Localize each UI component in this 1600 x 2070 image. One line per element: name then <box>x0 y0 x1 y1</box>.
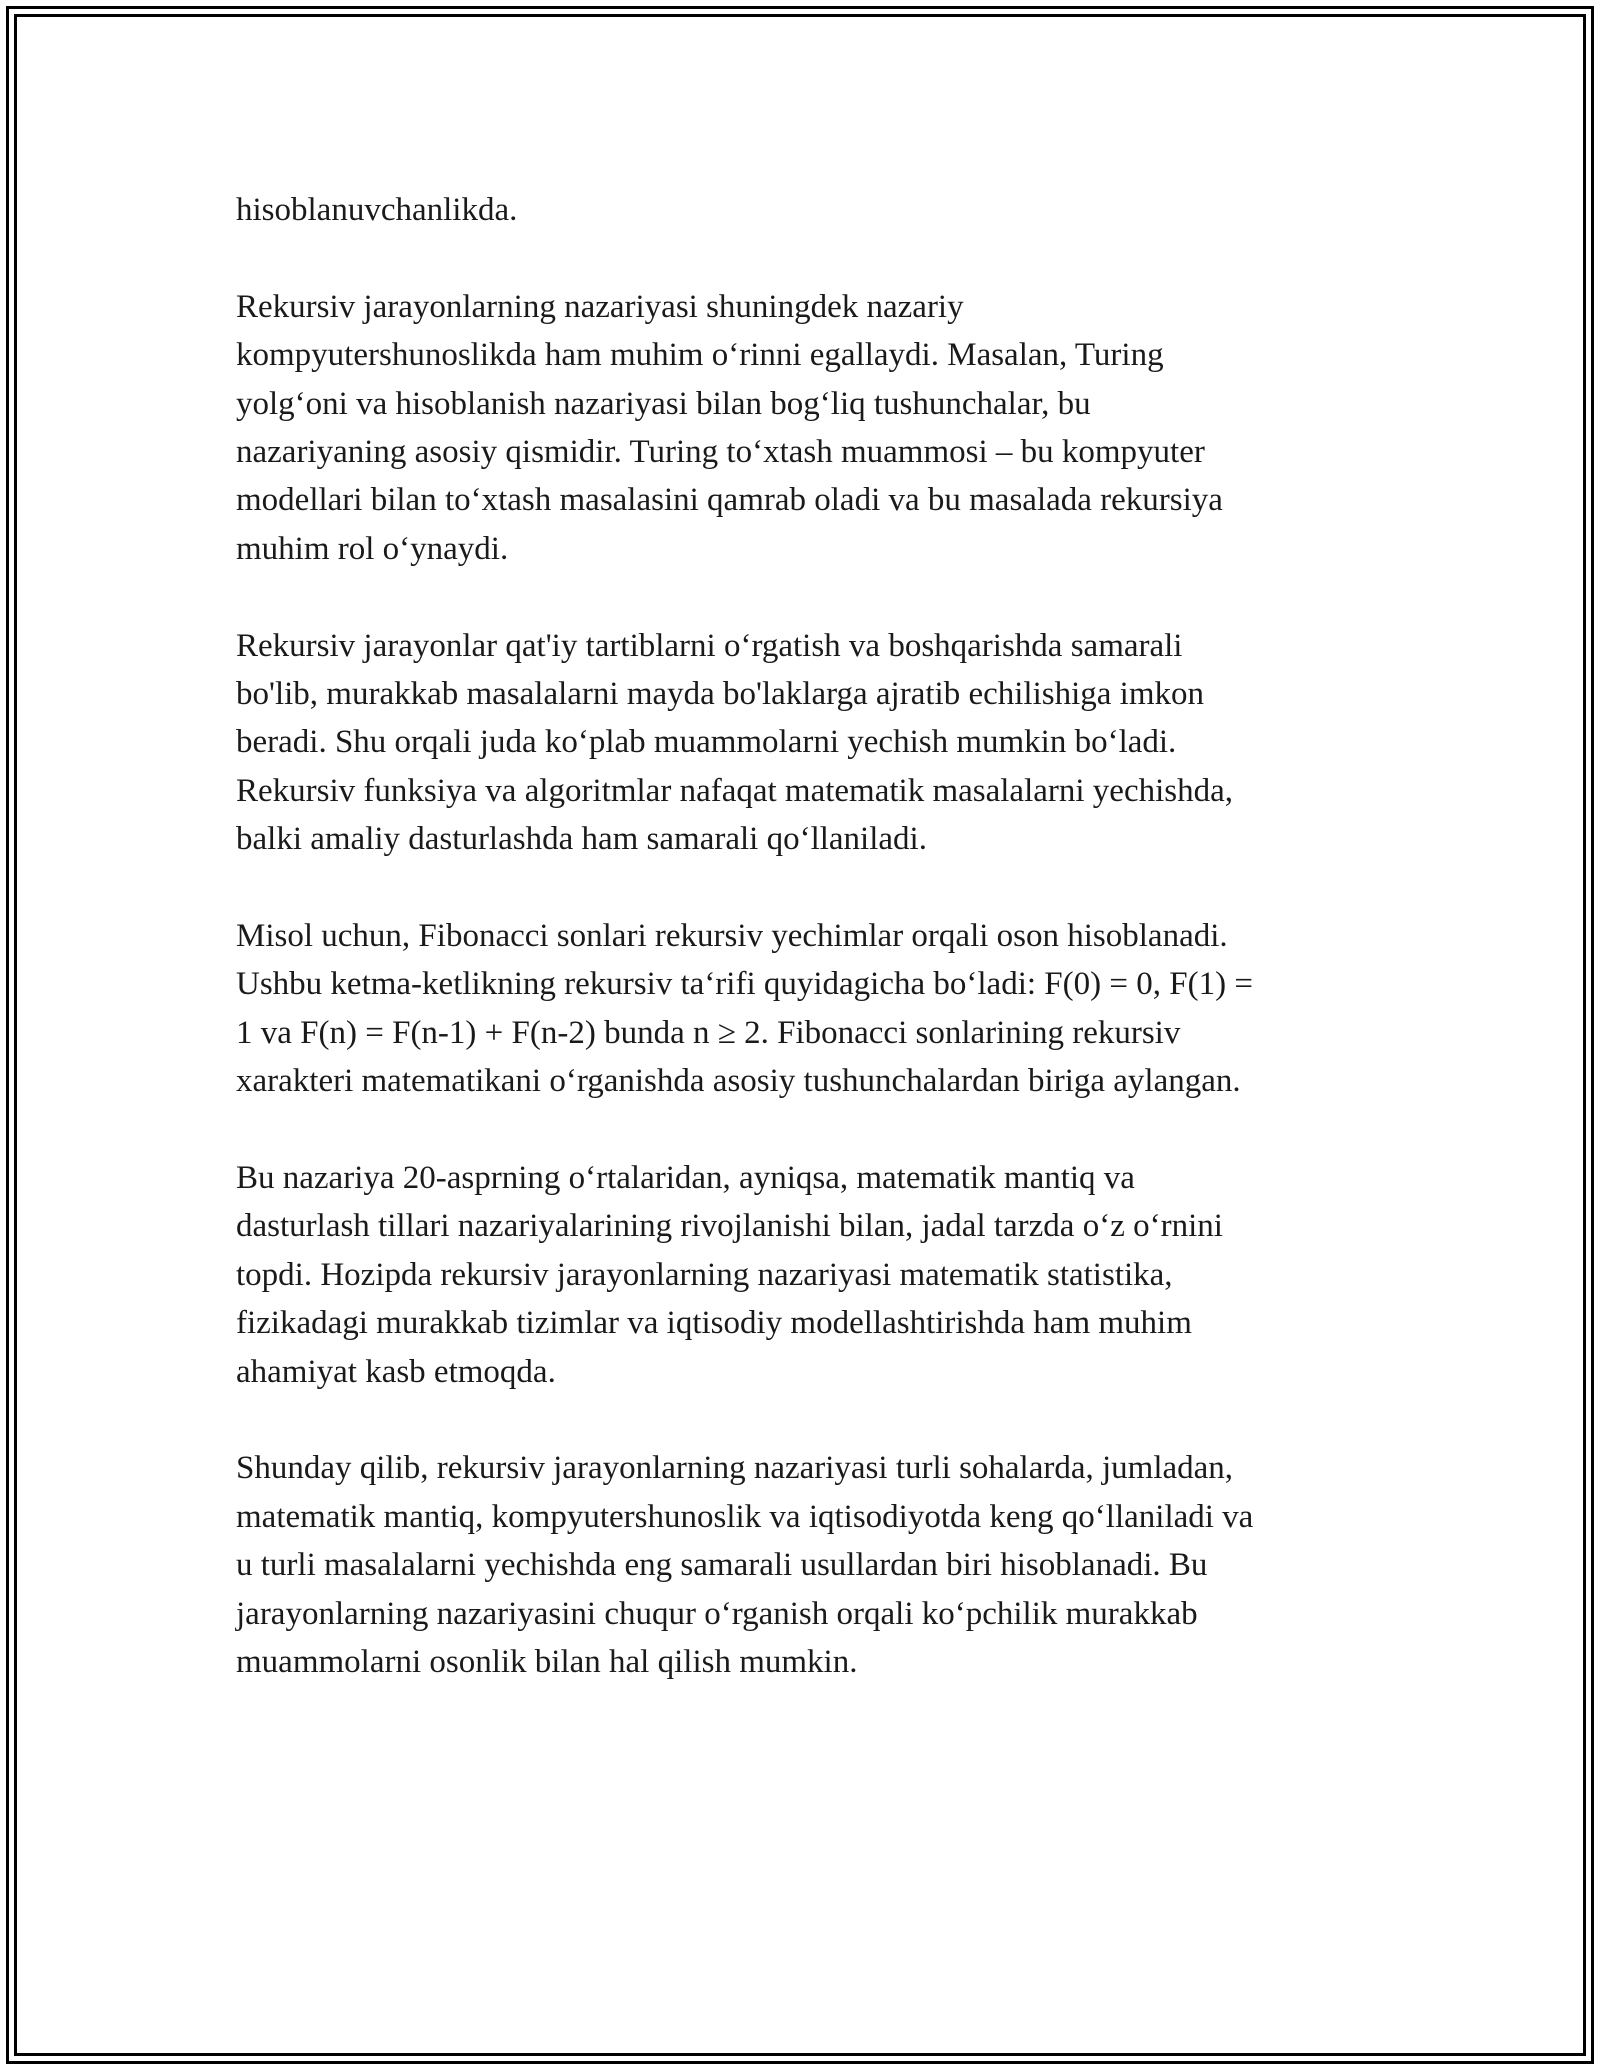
paragraph-3 <box>236 622 1376 864</box>
paragraph-1 <box>236 186 1376 234</box>
text-line: Rekursiv jarayonlar qat'iy tartiblarni o‘rgatish va boshqarishda samarali <box>236 627 1183 664</box>
text-line: u turli masalalarni yechishda eng samarali usullardan biri hisoblanadi. Bu <box>236 1547 1208 1584</box>
text-line: Bu nazariya 20-asprning o‘rtalaridan, ayniqsa, matematik mantiq va <box>236 1160 1135 1197</box>
text-line: kompyutershunoslikda ham muhim o‘rinni egallaydi. Masalan, Turing <box>236 337 1164 374</box>
text-line: beradi. Shu orqali juda ko‘plab muammolarni yechish mumkin bo‘ladi. <box>236 724 1177 761</box>
text-line: muammolarni osonlik bilan hal qilish mumkin. <box>236 1644 858 1681</box>
paragraph-6 <box>236 1444 1376 1686</box>
paragraph-5 <box>236 1154 1376 1396</box>
text-line: topdi. Hozipda rekursiv jarayonlarning nazariyasi matematik statistika, <box>236 1256 1173 1293</box>
text-line: xarakteri matematikani o‘rganishda asosiy tushunchalardan biriga aylangan. <box>236 1063 1241 1100</box>
text-line: muhim rol o‘ynaydi. <box>236 530 509 567</box>
text-line: Rekursiv jarayonlarning nazariyasi shuningdek nazariy <box>236 288 964 325</box>
text-line: jarayonlarning nazariyasini chuqur o‘rganish orqali ko‘pchilik murakkab <box>236 1595 1198 1632</box>
text-line: Ushbu ketma-ketlikning rekursiv ta‘rifi quyidagicha bo‘ladi: F(0) = 0, F(1) = <box>236 966 1253 1003</box>
text-line: 1 va F(n) = F(n-1) + F(n-2) bunda n ≥ 2. Fibonacci sonlarining rekursiv <box>236 1014 1181 1051</box>
text-line: Rekursiv funksiya va algoritmlar nafaqat matematik masalalarni yechishda, <box>236 772 1233 809</box>
text-line: Misol uchun, Fibonacci sonlari rekursiv yechimlar orqali oson hisoblanadi. <box>236 918 1228 955</box>
text-line: bo'lib, murakkab masalalarni mayda bo'laklarga ajratib echilishiga imkon <box>236 676 1204 713</box>
text-line: hisoblanuvchanlikda. <box>236 192 518 228</box>
text-line: balki amaliy dasturlashda ham samarali qo‘llaniladi. <box>236 821 927 858</box>
document-body <box>236 186 1376 1735</box>
text-line: dasturlash tillari nazariyalarining rivojlanishi bilan, jadal tarzda o‘z o‘rnini <box>236 1208 1223 1245</box>
text-line: modellari bilan to‘xtash masalasini qamrab oladi va bu masalada rekursiya <box>236 482 1223 519</box>
text-line: matematik mantiq, kompyutershunoslik va iqtisodiyotda keng qo‘llaniladi va <box>236 1498 1254 1535</box>
text-line: Shunday qilib, rekursiv jarayonlarning nazariyasi turli sohalarda, jumladan, <box>236 1450 1234 1487</box>
text-line: fizikadagi murakkab tizimlar va iqtisodiy modellashtirishda ham muhim <box>236 1305 1192 1342</box>
text-line: yolg‘oni va hisoblanish nazariyasi bilan bog‘liq tushunchalar, bu <box>236 385 1091 422</box>
paragraph-2 <box>236 283 1376 573</box>
text-line: ahamiyat kasb etmoqda. <box>236 1353 556 1390</box>
paragraph-4 <box>236 912 1376 1106</box>
text-line: nazariyaning asosiy qismidir. Turing to‘xtash muammosi – bu kompyuter <box>236 434 1205 471</box>
